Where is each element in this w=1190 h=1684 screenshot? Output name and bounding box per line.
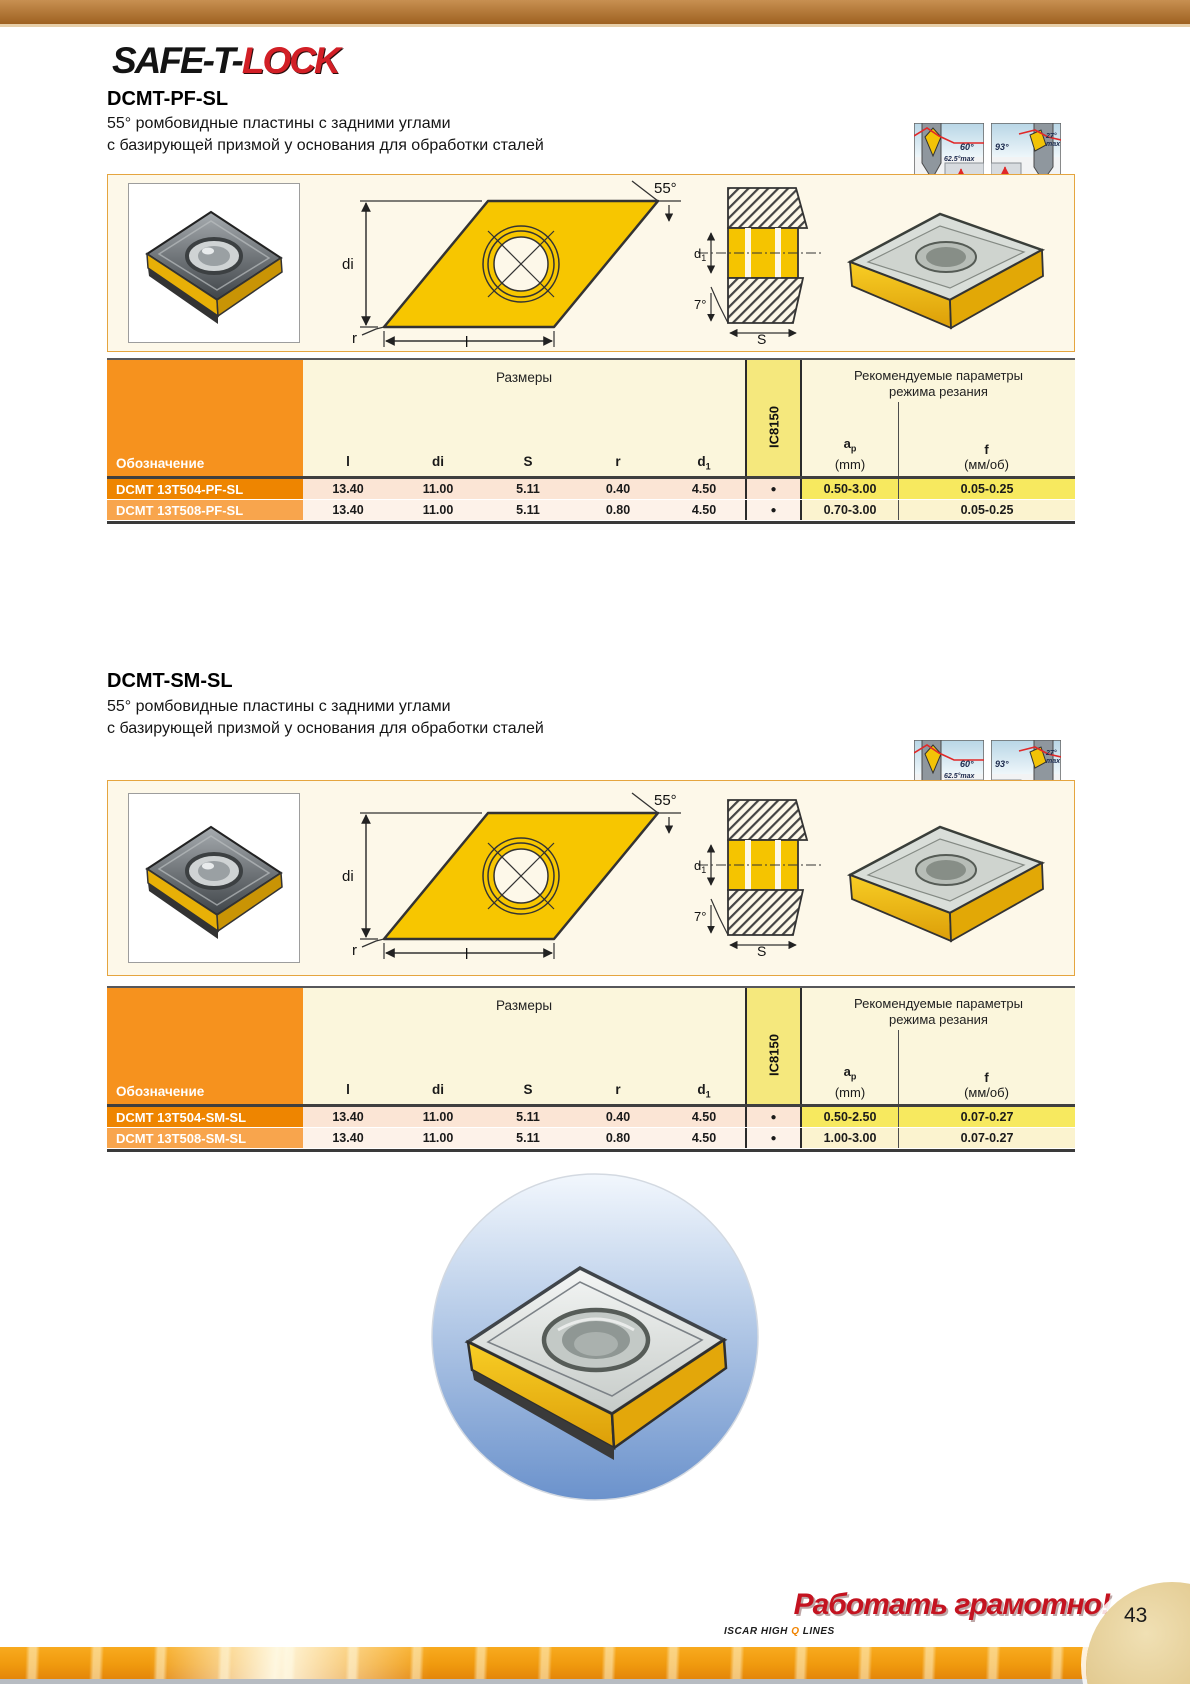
svg-text:55°: 55° <box>654 180 677 197</box>
svg-text:r: r <box>352 330 357 347</box>
illustration-panel-sm <box>107 780 1075 976</box>
designation-column-header: Обозначение <box>107 360 303 476</box>
insert-side-view-drawing <box>693 183 828 345</box>
value-l: 13.40 <box>303 500 393 520</box>
col-header-di: di <box>432 454 444 470</box>
footer-slogan: Работать грамотно! <box>793 1588 1110 1621</box>
grade-label: IC8150 <box>766 1034 781 1077</box>
svg-text:62.5°max: 62.5°max <box>944 773 975 780</box>
logo-text-red: LOCK <box>241 40 339 81</box>
value-di: 11.00 <box>393 500 483 520</box>
insert-3d-render <box>838 200 1053 330</box>
dimensions-group-header <box>303 988 745 1104</box>
value-ap: 0.50-2.50 <box>802 1107 898 1127</box>
grade-column-header <box>745 988 802 1104</box>
svg-text:62.5°max: 62.5°max <box>944 156 975 163</box>
insert-designation: DCMT 13T504-PF-SL <box>107 479 303 499</box>
dimensions-group-label: Размеры <box>495 998 553 1013</box>
value-di: 11.00 <box>393 1107 483 1127</box>
svg-text:60°: 60° <box>960 759 974 769</box>
table-row <box>107 479 1075 500</box>
table-header <box>107 358 1075 476</box>
section-subtitle-1: 55° ромбовидные пластины с задними углами <box>107 115 451 132</box>
col-header-s: S <box>523 454 533 470</box>
grade-dot: ● <box>745 1107 802 1127</box>
value-d1: 4.50 <box>663 500 745 520</box>
col-header-di: di <box>432 1082 444 1098</box>
svg-text:S: S <box>757 943 767 957</box>
sm-sl-table <box>107 986 1075 1152</box>
insert-designation: DCMT 13T508-PF-SL <box>107 500 303 520</box>
value-r: 0.80 <box>573 1128 663 1148</box>
svg-text:7°: 7° <box>694 297 707 312</box>
value-l: 13.40 <box>303 479 393 499</box>
value-f: 0.05-0.25 <box>898 479 1075 499</box>
grade-column-header <box>745 360 802 476</box>
svg-text:7°: 7° <box>694 909 707 924</box>
iscar-brand-line <box>724 1626 835 1637</box>
col-header-f: f (мм/об) <box>964 1070 1009 1100</box>
svg-text:max: max <box>1046 141 1061 148</box>
bottom-banner <box>0 1647 1190 1679</box>
dimensions-group-label: Размеры <box>495 370 553 385</box>
section-title-pf: DCMT-PF-SL <box>107 88 229 110</box>
svg-text:l: l <box>465 334 469 351</box>
recommended-group-header <box>802 360 1075 476</box>
value-f: 0.05-0.25 <box>898 500 1075 520</box>
value-s: 5.11 <box>483 1107 573 1127</box>
value-ap: 0.50-3.00 <box>802 479 898 499</box>
recommended-group-label: Рекомендуемые параметры режима резания <box>853 368 1024 399</box>
value-r: 0.80 <box>573 500 663 520</box>
section-subtitle-2: с базирующей призмой у основания для обработки сталей <box>107 137 544 154</box>
section-subtitle-1: 55° ромбовидные пластины с задними углами <box>107 698 451 715</box>
pf-sl-table <box>107 358 1075 524</box>
value-f: 0.07-0.27 <box>898 1107 1075 1127</box>
value-d1: 4.50 <box>663 1128 745 1148</box>
value-l: 13.40 <box>303 1107 393 1127</box>
svg-text:93°: 93° <box>995 142 1009 152</box>
value-d1: 4.50 <box>663 1107 745 1127</box>
value-d1: 4.50 <box>663 479 745 499</box>
col-header-l: l <box>346 454 350 470</box>
svg-text:di: di <box>342 868 354 885</box>
section-title-sm: DCMT-SM-SL <box>107 670 233 692</box>
svg-text:93°: 93° <box>995 759 1009 769</box>
grade-dot: ● <box>745 479 802 499</box>
svg-text:55°: 55° <box>654 792 677 809</box>
insert-designation: DCMT 13T508-SM-SL <box>107 1128 303 1148</box>
svg-text:27°: 27° <box>1046 133 1057 140</box>
insert-side-view-drawing <box>693 795 828 957</box>
value-r: 0.40 <box>573 1107 663 1127</box>
col-header-f: f (мм/об) <box>964 442 1009 472</box>
insert-photo-frame <box>128 183 300 343</box>
insert-3d-render <box>838 813 1053 943</box>
svg-text:S: S <box>757 331 767 345</box>
page-number: 43 <box>1124 1604 1148 1627</box>
col-header-d1: $d_1$ <box>697 454 711 472</box>
section-subtitle-2: с базирующей призмой у основания для обработки сталей <box>107 720 544 737</box>
col-header-r: r <box>615 1082 621 1098</box>
logo-text-black: SAFE-T- <box>112 40 242 81</box>
brand-part2: LINES <box>802 1626 835 1637</box>
insert-photo-frame <box>128 793 300 963</box>
value-l: 13.40 <box>303 1128 393 1148</box>
value-s: 5.11 <box>483 479 573 499</box>
insert-photo <box>129 794 299 962</box>
table-row <box>107 1107 1075 1128</box>
col-header-ap: $a_p$ (mm) <box>834 1064 866 1100</box>
recommended-group-header <box>802 988 1075 1104</box>
grade-label: IC8150 <box>766 406 781 449</box>
col-header-d1: $d_1$ <box>697 1082 711 1100</box>
value-ap: 0.70-3.00 <box>802 500 898 520</box>
svg-text:60°: 60° <box>960 142 974 152</box>
value-s: 5.11 <box>483 500 573 520</box>
svg-text:d1: $d_1$ <box>694 246 707 263</box>
value-ap: 1.00-3.00 <box>802 1128 898 1148</box>
table-row <box>107 1128 1075 1149</box>
value-di: 11.00 <box>393 1128 483 1148</box>
bottom-edge-strip <box>0 1679 1190 1684</box>
insert-photo <box>129 184 299 342</box>
svg-text:27°: 27° <box>1046 750 1057 757</box>
value-f: 0.07-0.27 <box>898 1128 1075 1148</box>
brand-part1: ISCAR HIGH <box>724 1626 788 1637</box>
safe-t-lock-logo <box>112 40 339 82</box>
table-header <box>107 986 1075 1104</box>
svg-text:r: r <box>352 942 357 959</box>
insert-macro-photo-circle <box>430 1172 760 1502</box>
grade-dot: ● <box>745 1128 802 1148</box>
col-header-l: l <box>346 1082 350 1098</box>
col-header-r: r <box>615 454 621 470</box>
brand-q: Q <box>791 1626 800 1637</box>
insert-top-view-drawing <box>336 789 686 963</box>
recommended-group-label: Рекомендуемые параметры режима резания <box>853 996 1024 1027</box>
dimensions-group-header <box>303 360 745 476</box>
insert-designation: DCMT 13T504-SM-SL <box>107 1107 303 1127</box>
illustration-panel-pf <box>107 174 1075 352</box>
svg-text:d1: $d_1$ <box>694 858 707 875</box>
col-header-s: S <box>523 1082 533 1098</box>
insert-top-view-drawing <box>336 177 686 351</box>
value-di: 11.00 <box>393 479 483 499</box>
col-header-ap: $a_p$ (mm) <box>834 436 866 472</box>
value-s: 5.11 <box>483 1128 573 1148</box>
svg-text:di: di <box>342 256 354 273</box>
svg-text:l: l <box>465 946 469 963</box>
svg-text:max: max <box>1046 758 1061 765</box>
designation-column-header: Обозначение <box>107 988 303 1104</box>
table-row <box>107 500 1075 521</box>
value-r: 0.40 <box>573 479 663 499</box>
top-banner <box>0 0 1190 27</box>
grade-dot: ● <box>745 500 802 520</box>
